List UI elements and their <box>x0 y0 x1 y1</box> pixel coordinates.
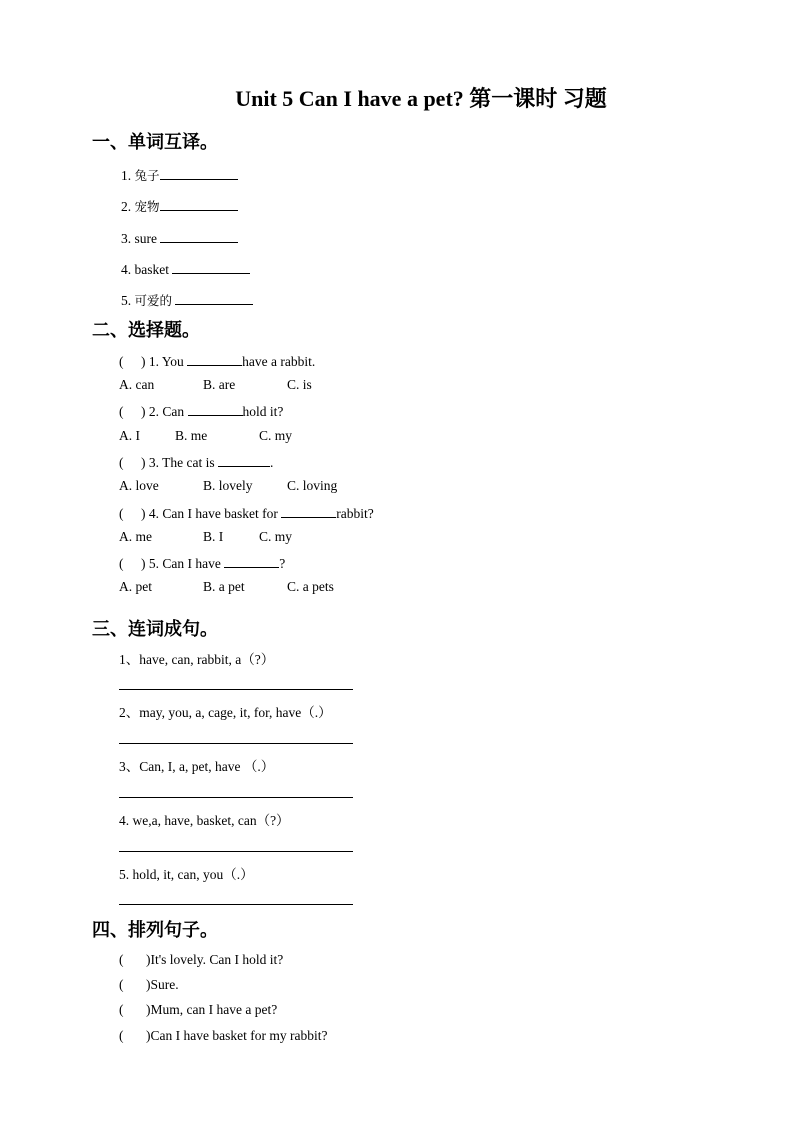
s3-answer-line-5[interactable] <box>119 904 353 905</box>
s2-q2-text: ) 2. Can <box>141 404 188 419</box>
s3-item-2: 2、may, you, a, cage, it, for, have（.） <box>119 705 332 720</box>
s2-q4-option-c[interactable]: C. my <box>259 529 293 544</box>
s2-q3-blank[interactable] <box>218 453 270 467</box>
s1-item-2-text: 宠物 <box>134 199 160 214</box>
s2-q3-option-a[interactable]: A. love <box>119 478 159 493</box>
s3-answer-line-4[interactable] <box>119 851 353 852</box>
s2-q2-blank[interactable] <box>188 402 243 416</box>
s1-item-4-num: 4. <box>121 262 132 277</box>
s2-q3-option-c[interactable]: C. loving <box>287 478 338 493</box>
s4-item-3 <box>119 1002 277 1018</box>
s2-q4-option-a[interactable]: A. me <box>119 529 152 544</box>
s4-item-2-text: )Sure. <box>146 977 179 992</box>
paren[interactable]: ( <box>119 952 124 967</box>
s2-q1-option-c[interactable]: C. is <box>287 377 312 392</box>
s2-q2-text-end: hold it? <box>242 404 284 419</box>
section-1-heading: 一、单词互译。 <box>92 132 218 153</box>
s1-item-5-blank[interactable] <box>175 291 253 305</box>
s2-q5-text-end: ? <box>279 556 286 571</box>
s2-q4-blank[interactable] <box>281 504 336 518</box>
paren: ( <box>119 506 124 521</box>
section-4-heading: 四、排列句子。 <box>92 920 218 941</box>
s2-q5-option-c[interactable]: C. a pets <box>287 579 334 594</box>
s3-answer-line-1[interactable] <box>119 689 353 690</box>
s2-q5-blank[interactable] <box>224 554 279 568</box>
s2-q4-text: ) 4. Can I have basket for <box>141 506 282 521</box>
s3-item-4: 4. we,a, have, basket, can（?） <box>119 813 290 828</box>
s2-q3-text: ) 3. The cat is <box>141 455 218 470</box>
s2-question-3 <box>119 453 273 471</box>
s1-item-4-text: basket <box>134 262 169 277</box>
s2-q2-option-c[interactable]: C. my <box>259 428 293 443</box>
section-3-heading: 三、连词成句。 <box>92 619 218 640</box>
s1-item-3-text: sure <box>134 231 157 246</box>
s1-item-3-num: 3. <box>121 231 132 246</box>
s2-question-2 <box>119 402 283 420</box>
s2-q2-option-a[interactable]: A. I <box>119 428 140 443</box>
s2-q1-text-end: have a rabbit. <box>242 354 316 369</box>
s1-item-1-text: 兔子 <box>134 168 160 183</box>
s1-item-1-num: 1. <box>121 168 132 183</box>
s2-q1-text: ) 1. You <box>141 354 188 369</box>
s2-q1-option-b[interactable]: B. are <box>203 377 236 392</box>
paren[interactable]: ( <box>119 1028 124 1043</box>
s2-question-1 <box>119 352 315 370</box>
s4-item-4 <box>119 1028 327 1044</box>
s1-item-5-text: 可爱的 <box>134 293 173 308</box>
s4-item-1 <box>119 952 283 968</box>
s2-q5-option-a[interactable]: A. pet <box>119 579 152 594</box>
paren: ( <box>119 354 124 369</box>
s2-q2-option-b[interactable]: B. me <box>175 428 208 443</box>
s3-answer-line-2[interactable] <box>119 743 353 744</box>
s2-question-5 <box>119 554 285 572</box>
page-title: Unit 5 Can I have a pet? 第一课时 习题 <box>235 86 607 111</box>
s2-q3-text-end: . <box>269 455 274 470</box>
s3-item-3: 3、Can, I, a, pet, have （.） <box>119 759 275 774</box>
s3-item-1: 1、have, can, rabbit, a（?） <box>119 652 275 667</box>
s3-answer-line-3[interactable] <box>119 797 353 798</box>
s1-item-2-num: 2. <box>121 199 132 214</box>
s1-item-4 <box>121 260 250 278</box>
paren[interactable]: ( <box>119 977 124 992</box>
s3-item-5: 5. hold, it, can, you（.） <box>119 867 254 882</box>
s1-item-5 <box>121 291 253 309</box>
s2-q1-blank[interactable] <box>187 352 242 366</box>
paren: ( <box>119 455 124 470</box>
s1-item-5-num: 5. <box>121 293 132 308</box>
section-2-heading: 二、选择题。 <box>92 320 200 341</box>
s1-item-2-blank[interactable] <box>160 197 238 211</box>
paren[interactable]: ( <box>119 1002 124 1017</box>
s1-item-3-blank[interactable] <box>160 229 238 243</box>
s2-q5-option-b[interactable]: B. a pet <box>203 579 245 594</box>
s2-question-4 <box>119 504 374 522</box>
paren: ( <box>119 404 124 419</box>
paren: ( <box>119 556 124 571</box>
s4-item-1-text: )It's lovely. Can I hold it? <box>146 952 284 967</box>
s2-q3-option-b[interactable]: B. lovely <box>203 478 253 493</box>
s1-item-4-blank[interactable] <box>172 260 250 274</box>
s4-item-2 <box>119 977 179 993</box>
s4-item-4-text: )Can I have basket for my rabbit? <box>146 1028 328 1043</box>
s4-item-3-text: )Mum, can I have a pet? <box>146 1002 278 1017</box>
s1-item-1-blank[interactable] <box>160 166 238 180</box>
s2-q4-option-b[interactable]: B. I <box>203 529 224 544</box>
s2-q1-option-a[interactable]: A. can <box>119 377 155 392</box>
s1-item-1 <box>121 166 238 184</box>
s1-item-3 <box>121 229 238 247</box>
s1-item-2 <box>121 197 238 215</box>
s2-q4-text-end: rabbit? <box>336 506 374 521</box>
s2-q5-text: ) 5. Can I have <box>141 556 225 571</box>
